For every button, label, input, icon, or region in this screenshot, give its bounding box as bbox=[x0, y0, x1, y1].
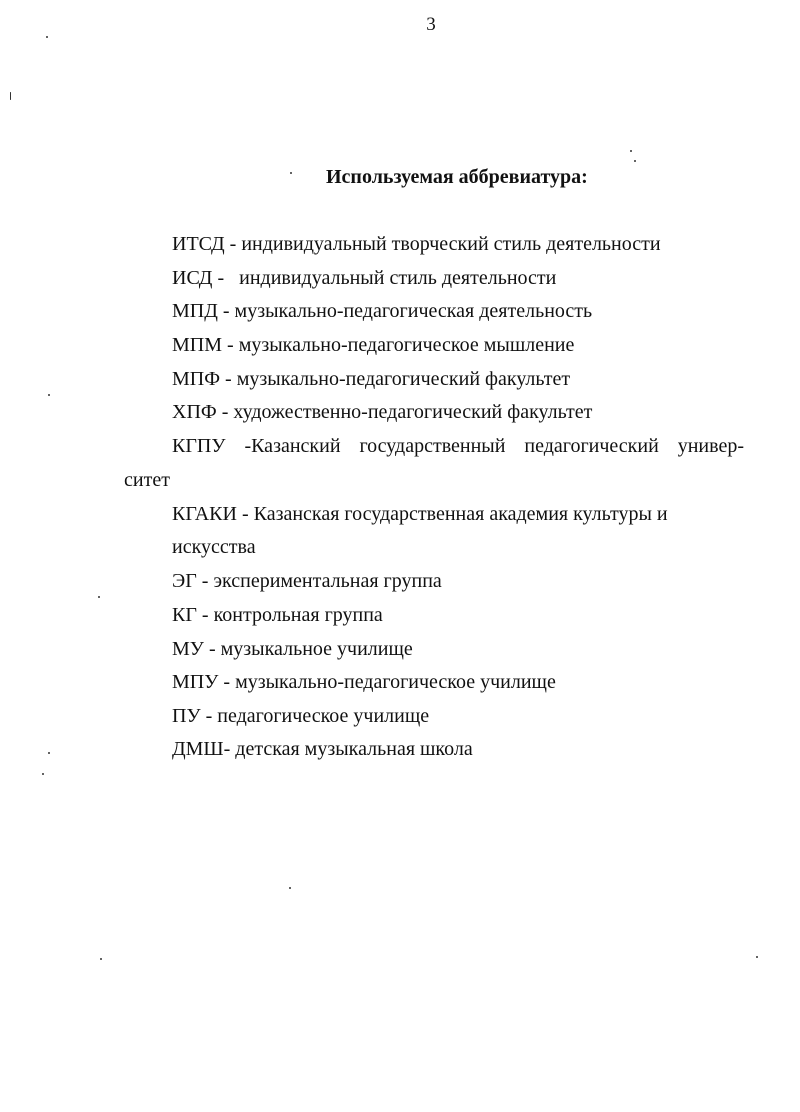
abbreviation-dmsh bbox=[172, 737, 473, 761]
abbreviation-term: МУ bbox=[172, 638, 204, 660]
scan-speck bbox=[46, 36, 48, 38]
abbreviation-definition: музыкально-педагогический факультет bbox=[236, 368, 571, 390]
abbreviation-term: МПФ bbox=[172, 368, 221, 390]
scan-speck bbox=[42, 773, 44, 775]
scan-speck bbox=[290, 172, 292, 174]
abbreviation-definition: педагогическое училище bbox=[217, 705, 430, 727]
abbreviation-kgaki-continuation: искусства bbox=[172, 536, 256, 558]
abbreviation-term: КГ bbox=[172, 604, 197, 626]
abbreviation-definition: художественно-педагогический факультет bbox=[233, 401, 593, 423]
abbreviation-mu bbox=[172, 637, 413, 661]
scan-speck bbox=[756, 956, 758, 958]
abbreviation-separator: - bbox=[225, 435, 252, 457]
scan-speck bbox=[630, 150, 632, 152]
abbreviation-separator: - bbox=[217, 300, 235, 322]
abbreviation-separator: - bbox=[220, 368, 237, 390]
abbreviation-separator: - bbox=[218, 671, 236, 693]
abbreviation-separator: - bbox=[216, 401, 234, 423]
abbreviation-term: ЭГ bbox=[172, 570, 197, 592]
abbreviation-eg bbox=[172, 569, 442, 593]
abbreviation-mpu bbox=[172, 670, 556, 694]
abbreviation-definition: Казанский государственный педагогический универ- bbox=[251, 435, 744, 457]
abbreviation-definition: детская музыкальная школа bbox=[235, 738, 473, 760]
abbreviation-mpd bbox=[172, 299, 592, 323]
scan-speck bbox=[634, 160, 636, 162]
abbreviation-term: КГПУ bbox=[172, 435, 226, 457]
abbreviation-separator: - bbox=[200, 705, 218, 727]
abbreviation-separator: - bbox=[223, 738, 236, 760]
abbreviation-separator: - bbox=[212, 267, 240, 289]
abbreviation-separator: - bbox=[196, 604, 214, 626]
scan-speck bbox=[48, 394, 50, 396]
abbreviation-separator: - bbox=[222, 334, 239, 356]
abbreviation-definition: музыкально-педагогическая деятельность bbox=[234, 300, 593, 322]
abbreviation-definition: музыкальное училище bbox=[220, 638, 413, 660]
abbreviation-term: ХПФ bbox=[172, 401, 217, 423]
abbreviation-definition: контрольная группа bbox=[213, 604, 383, 626]
abbreviation-hpf bbox=[172, 400, 592, 424]
abbreviation-separator: - bbox=[203, 638, 221, 660]
abbreviation-separator: - bbox=[196, 570, 214, 592]
scan-speck bbox=[48, 752, 50, 754]
abbreviation-mpf bbox=[172, 367, 570, 391]
abbreviation-separator: - bbox=[224, 233, 242, 255]
abbreviation-isd bbox=[172, 266, 556, 290]
abbreviation-separator: - bbox=[236, 503, 254, 525]
abbreviation-term: ДМШ bbox=[172, 738, 224, 760]
abbreviation-term: ПУ bbox=[172, 705, 201, 727]
scan-speck bbox=[98, 596, 100, 598]
abbreviation-term: ИСД bbox=[172, 267, 213, 289]
scan-speck bbox=[100, 958, 102, 960]
abbreviation-kg bbox=[172, 603, 383, 627]
abbreviation-definition: индивидуальный творческий стиль деятельности bbox=[241, 233, 661, 255]
page-number: 3 bbox=[426, 14, 436, 35]
abbreviation-definition: экспериментальная группа bbox=[213, 570, 442, 592]
page-title: Используемая аббревиатура: bbox=[326, 166, 588, 188]
abbreviation-term: МПМ bbox=[172, 334, 223, 356]
scan-speck bbox=[289, 887, 291, 889]
abbreviation-term: ИТСД bbox=[172, 233, 225, 255]
abbreviation-pu bbox=[172, 704, 429, 728]
abbreviation-kgaki bbox=[172, 502, 668, 526]
abbreviation-term: МПУ bbox=[172, 671, 219, 693]
abbreviation-term: КГАКИ bbox=[172, 503, 237, 525]
abbreviation-itsd bbox=[172, 232, 661, 256]
abbreviation-definition: индивидуальный стиль деятельности bbox=[239, 267, 557, 289]
abbreviation-term: МПД bbox=[172, 300, 218, 322]
abbreviation-kgpu bbox=[172, 434, 744, 458]
abbreviation-definition: музыкально-педагогическое мышление bbox=[238, 334, 575, 356]
abbreviation-definition: Казанская государственная академия культуры и bbox=[253, 503, 668, 525]
abbreviation-kgpu-continuation: ситет bbox=[124, 469, 170, 491]
abbreviation-definition: музыкально-педагогическое училище bbox=[235, 671, 556, 693]
abbreviation-mpm bbox=[172, 333, 574, 357]
scan-speck bbox=[10, 92, 11, 100]
